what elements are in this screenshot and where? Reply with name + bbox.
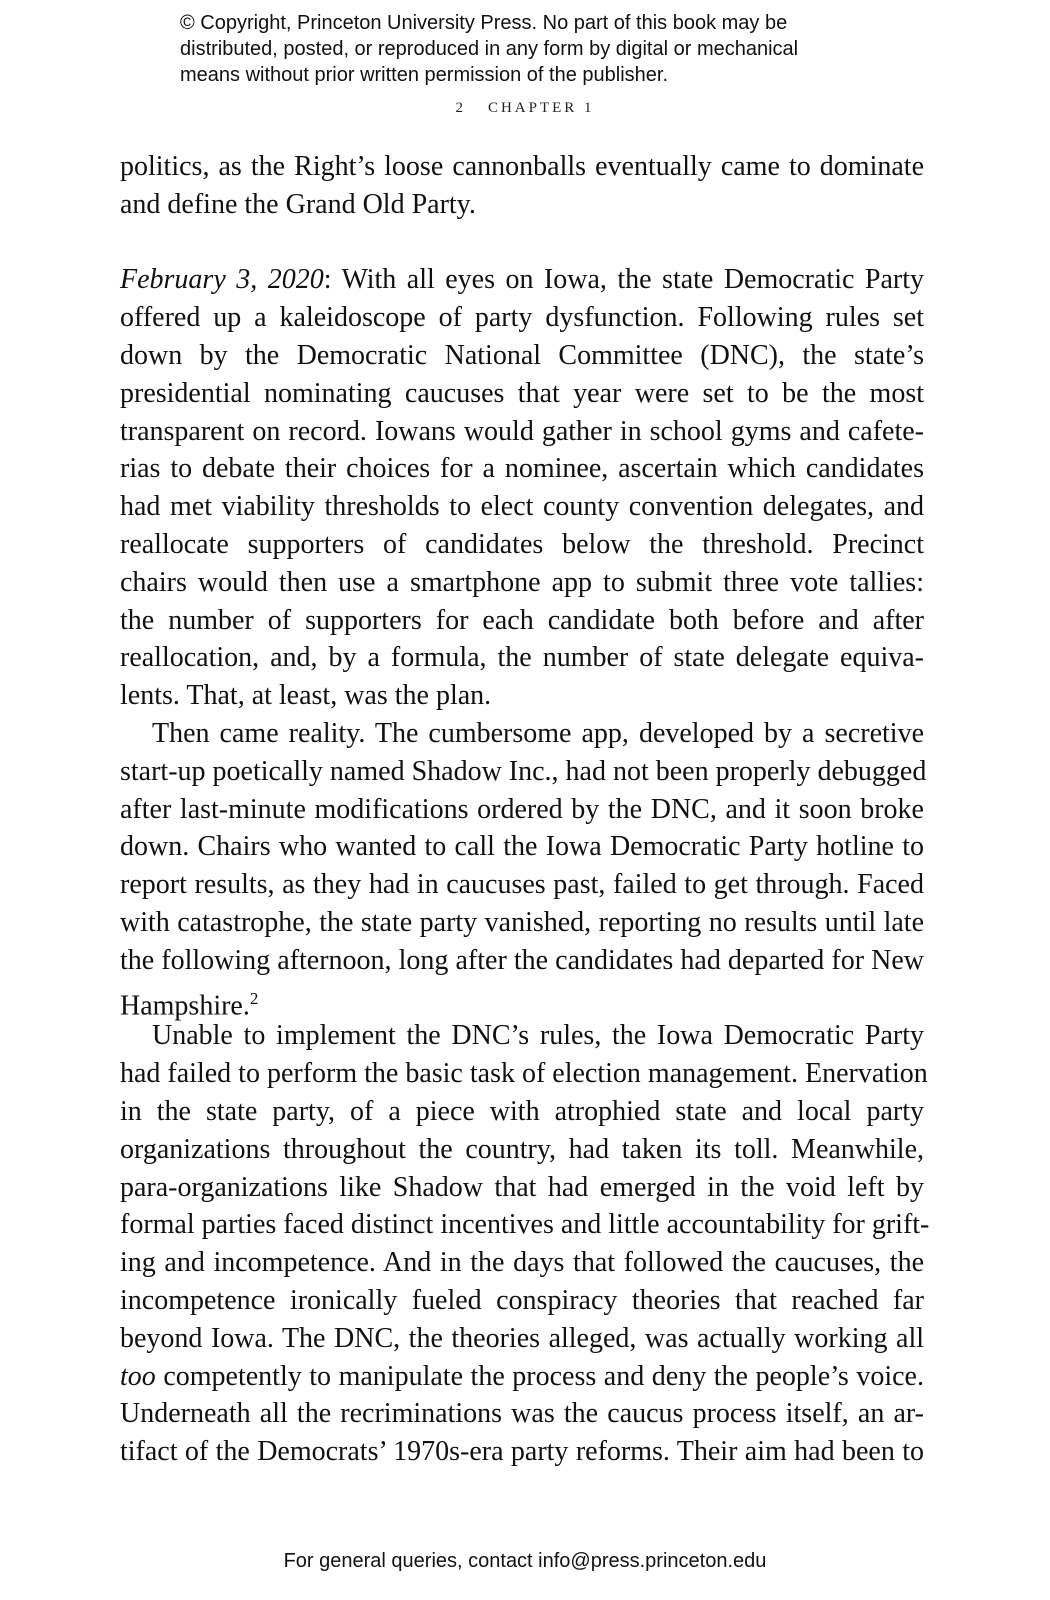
text-line — [120, 980, 924, 1021]
text-line: presidential nominating caucuses that year were set to be the most — [120, 377, 924, 409]
text-line: ing and incompetence. And in the days that followed the caucuses, the — [120, 1247, 924, 1279]
text-line: incompetence ironically fueled conspiracy theories that reached far — [120, 1284, 924, 1316]
running-head — [0, 100, 1050, 117]
text-line: had met viability thresholds to elect county convention delegates, and — [120, 491, 924, 523]
copyright-line: means without prior written permission of the publisher. — [180, 64, 669, 86]
footer-contact: For general queries, contact info@press.princeton.edu — [283, 1550, 767, 1572]
text-line: start-up poetically named Shadow Inc., had not been properly debugged — [120, 755, 927, 787]
text-span: Hampshire. — [120, 989, 250, 1021]
text-line: after last-minute modifications ordered by the DNC, and it soon broke — [120, 793, 924, 825]
section-break — [120, 224, 924, 262]
text-line: transparent on record. Iowans would gather in school gyms and cafete- — [120, 415, 924, 447]
footnote-marker[interactable]: 2 — [249, 988, 259, 1008]
text-line: chairs would then use a smartphone app to submit three vote tallies: — [120, 566, 924, 598]
text-line: para-organizations like Shadow that had emerged in the void left by — [120, 1171, 924, 1203]
text-line: in the state party, of a piece with atrophied state and local party — [120, 1095, 924, 1127]
text-line: politics, as the Right’s loose cannonballs eventually came to dominate — [120, 151, 924, 182]
text-line: the following afternoon, long after the candidates had departed for New — [120, 944, 924, 976]
text-line: Unable to implement the DNC’s rules, the Iowa Democratic Party — [152, 1020, 924, 1052]
copyright-notice — [180, 10, 900, 88]
text-span: : With all eyes on Iowa, the state Democratic Party — [323, 264, 924, 296]
text-line: had failed to perform the basic task of election management. Enervation — [120, 1058, 928, 1090]
text-line: and define the Grand Old Party. — [120, 188, 476, 220]
text-line: Underneath all the recriminations was the caucus process itself, an ar- — [120, 1398, 924, 1430]
text-line: the number of supporters for each candidate both before and after — [120, 604, 924, 636]
text-line: down. Chairs who wanted to call the Iowa Democratic Party hotline to — [120, 831, 924, 863]
copyright-line: distributed, posted, or reproduced in any form by digital or mechanical — [180, 38, 799, 60]
text-line: reallocation, and, by a formula, the number of state delegate equiva- — [120, 642, 924, 674]
text-line: organizations throughout the country, had taken its toll. Meanwhile, — [120, 1133, 924, 1165]
copyright-line: © Copyright, Princeton University Press. No part of this book may be — [180, 12, 788, 34]
body-text — [120, 148, 930, 1471]
text-line — [120, 1358, 924, 1396]
chapter-label: CHAPTER 1 — [487, 100, 595, 116]
page-number: 2 — [455, 100, 466, 116]
text-line: formal parties faced distinct incentives and little accountability for grift- — [120, 1209, 930, 1241]
text-line — [120, 261, 924, 299]
text-line: beyond Iowa. The DNC, the theories alleged, was actually working all — [120, 1322, 924, 1354]
text-line: report results, as they had in caucuses past, failed to get through. Faced — [120, 869, 924, 901]
text-line: Then came reality. The cumbersome app, developed by a secretive — [152, 717, 924, 749]
text-line: rias to debate their choices for a nominee, ascertain which candidates — [120, 453, 924, 485]
text-line: offered up a kaleidoscope of party dysfunction. Following rules set — [120, 302, 924, 334]
text-line: reallocate supporters of candidates below the threshold. Precinct — [120, 528, 924, 560]
text-line: down by the Democratic National Committee (DNC), the state’s — [120, 339, 924, 371]
text-line: lents. That, at least, was the plan. — [120, 680, 492, 712]
text-line: with catastrophe, the state party vanished, reporting no results until late — [120, 906, 924, 938]
text-span: competently to manipulate the process and deny the people’s voice. — [155, 1360, 924, 1392]
too-italic: too — [120, 1360, 156, 1392]
text-line: tifact of the Democrats’ 1970s-era party reforms. Their aim had been to — [120, 1436, 924, 1468]
date-italic: February 3, 2020 — [120, 264, 324, 296]
